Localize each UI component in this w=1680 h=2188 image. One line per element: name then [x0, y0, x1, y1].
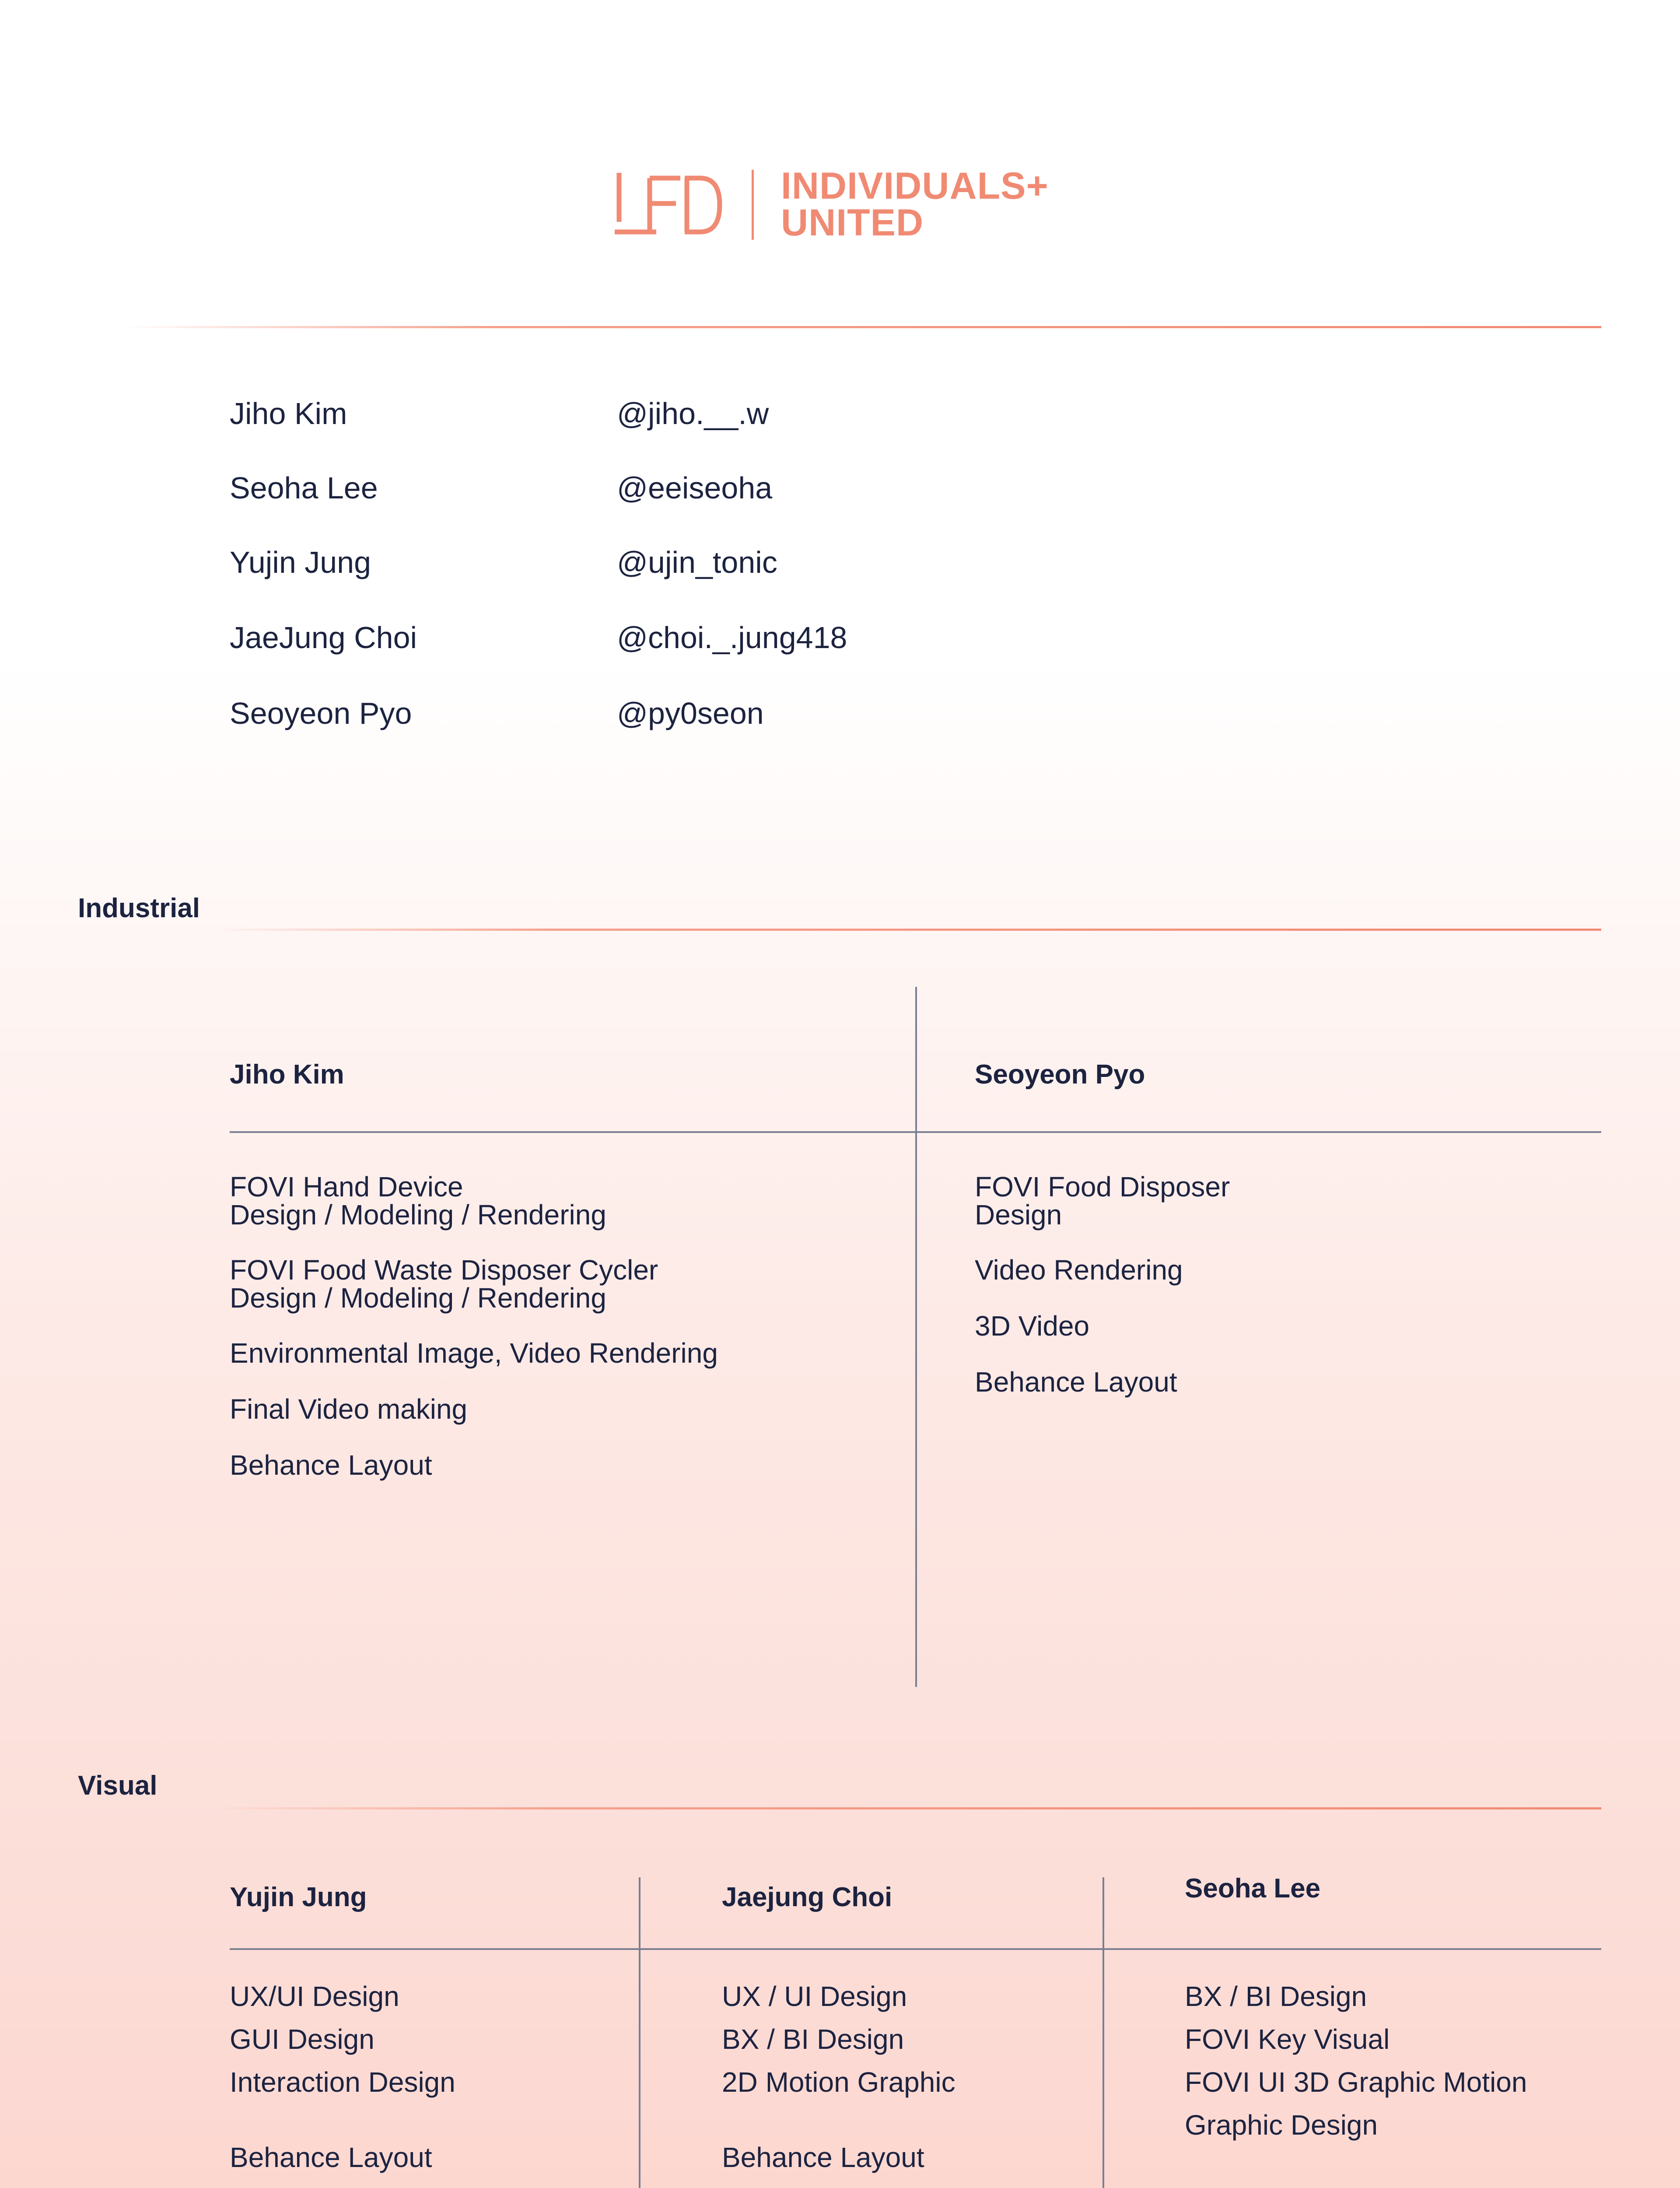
team-row: [230, 470, 1017, 523]
task-item: BX / BI Design: [1185, 1981, 1367, 2012]
task-item: Behance Layout: [230, 1449, 432, 1481]
member-name: JaeJung Choi: [230, 621, 417, 655]
team-row: [230, 396, 1017, 449]
visual-header-rule: [230, 1948, 1601, 1950]
member-handle[interactable]: @choi._.jung418: [617, 621, 847, 655]
task-item: Behance Layout: [722, 2142, 924, 2173]
task-item: 3D Video: [975, 1310, 1090, 1342]
task-item: GUI Design: [230, 2023, 374, 2055]
member-handle[interactable]: @ujin_tonic: [617, 545, 777, 579]
task-item: FOVI Hand Device Design / Modeling / Rendering: [230, 1171, 606, 1231]
header-divider: [122, 326, 1601, 328]
member-name: Seoha Lee: [230, 471, 378, 505]
task-item: UX / UI Design: [722, 1981, 907, 2012]
task-item: UX/UI Design: [230, 1981, 399, 2012]
lfd-logo: [615, 168, 724, 236]
task-item: FOVI Key Visual: [1185, 2023, 1390, 2055]
member-handle[interactable]: @jiho.__.w: [617, 396, 769, 431]
task-item: Behance Layout: [230, 2142, 432, 2173]
visual-section-title: Visual: [78, 1771, 158, 1801]
logo-divider: [752, 170, 754, 240]
industrial-section-title: Industrial: [78, 893, 200, 923]
task-item: Behance Layout: [975, 1366, 1177, 1398]
task-item: FOVI Food Disposer Design: [975, 1171, 1230, 1231]
member-name: Jiho Kim: [230, 396, 347, 431]
team-row: [230, 545, 1017, 597]
task-item: Final Video making: [230, 1393, 468, 1425]
industrial-member-name: Seoyeon Pyo: [975, 1059, 1145, 1090]
industrial-column-divider: [915, 987, 917, 1687]
visual-divider: [210, 1807, 1601, 1809]
visual-column-divider: [639, 1877, 640, 2188]
member-name: Yujin Jung: [230, 545, 371, 579]
task-item: Interaction Design: [230, 2066, 455, 2098]
industrial-member-name: Jiho Kim: [230, 1059, 344, 1090]
member-handle[interactable]: @eeiseoha: [617, 471, 773, 505]
visual-member-name: Seoha Lee: [1185, 1873, 1321, 1904]
task-item: Video Rendering: [975, 1254, 1183, 1286]
visual-member-name: Yujin Jung: [230, 1882, 367, 1912]
task-item: Graphic Design: [1185, 2109, 1378, 2141]
logo-tagline: INDIVIDUALS+ UNITED: [781, 165, 1049, 244]
task-item: 2D Motion Graphic: [722, 2066, 956, 2098]
task-item: Environmental Image, Video Rendering: [230, 1337, 718, 1369]
industrial-divider: [210, 929, 1601, 931]
task-item: BX / BI Design: [722, 2023, 904, 2055]
member-handle[interactable]: @py0seon: [617, 696, 764, 730]
task-item: FOVI UI 3D Graphic Motion: [1185, 2066, 1527, 2098]
visual-column-divider: [1102, 1877, 1104, 2188]
industrial-header-rule: [230, 1131, 1601, 1133]
task-item: FOVI Food Waste Disposer Cycler Design / Modeling / Rendering: [230, 1254, 658, 1314]
team-row: [230, 696, 1017, 748]
member-name: Seoyeon Pyo: [230, 696, 412, 730]
visual-member-name: Jaejung Choi: [722, 1882, 892, 1912]
team-row: [230, 620, 1017, 673]
